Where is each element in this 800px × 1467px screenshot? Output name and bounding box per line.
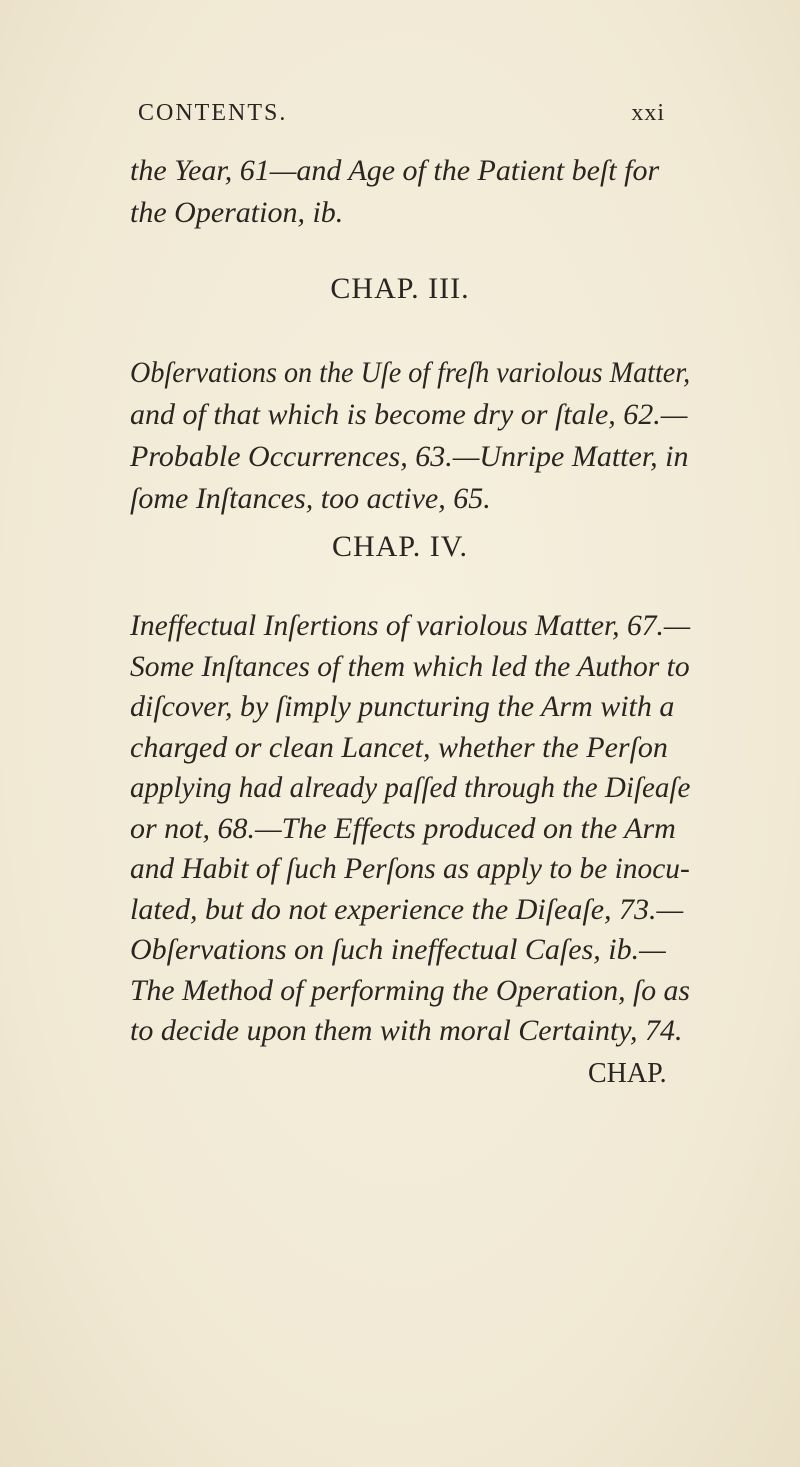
text-line: Ineffectual Inſertions of variolous Matter, 67.— <box>130 609 691 642</box>
running-title: CONTENTS. <box>138 100 288 126</box>
running-head <box>130 100 665 127</box>
chapter-3-paragraph <box>130 352 690 520</box>
text-line: diſcover, by ſimply puncturing the Arm with a <box>130 690 675 723</box>
text-line: and of that which is become dry or ſtale, 62.— <box>130 398 688 431</box>
text-line: lated, but do not experience the Diſeaſe, 73.— <box>130 892 684 926</box>
text-line: Probable Occurrences, 63.—Unripe Matter, in <box>130 440 689 473</box>
text-line: and Habit of ſuch Perſons as apply to be inocu- <box>130 852 690 885</box>
chapter-4-heading: CHAP. IV. <box>332 530 468 563</box>
intro-paragraph <box>130 150 690 234</box>
chapter-4-paragraph <box>130 606 690 1052</box>
chapter-3-heading: CHAP. III. <box>330 272 470 305</box>
text-line: charged or clean Lancet, whether the Perſon <box>130 730 668 764</box>
text-line: Some Inſtances of them which led the Author to <box>130 649 690 683</box>
text-line: to decide upon them with moral Certainty, 74. <box>130 1014 683 1047</box>
text-line: or not, 68.—The Effects produced on the Arm <box>130 811 676 845</box>
page-number: xxi <box>631 100 665 126</box>
text-line: Obſervations on the Uſe of freſh variolous Matter, <box>130 356 691 389</box>
text-line: ſome Inſtances, too active, 65. <box>130 482 491 515</box>
text-line: the Operation, ib. <box>130 196 344 229</box>
text-line: the Year, 61—and Age of the Patient beſt for <box>130 154 660 187</box>
text-line: Obſervations on ſuch ineffectual Caſes, ib.— <box>130 933 666 966</box>
catchword: CHAP. <box>588 1058 667 1089</box>
text-line: The Method of performing the Operation, ſo as <box>130 973 690 1007</box>
text-line: applying had already paſſed through the Diſeaſe <box>130 771 691 804</box>
